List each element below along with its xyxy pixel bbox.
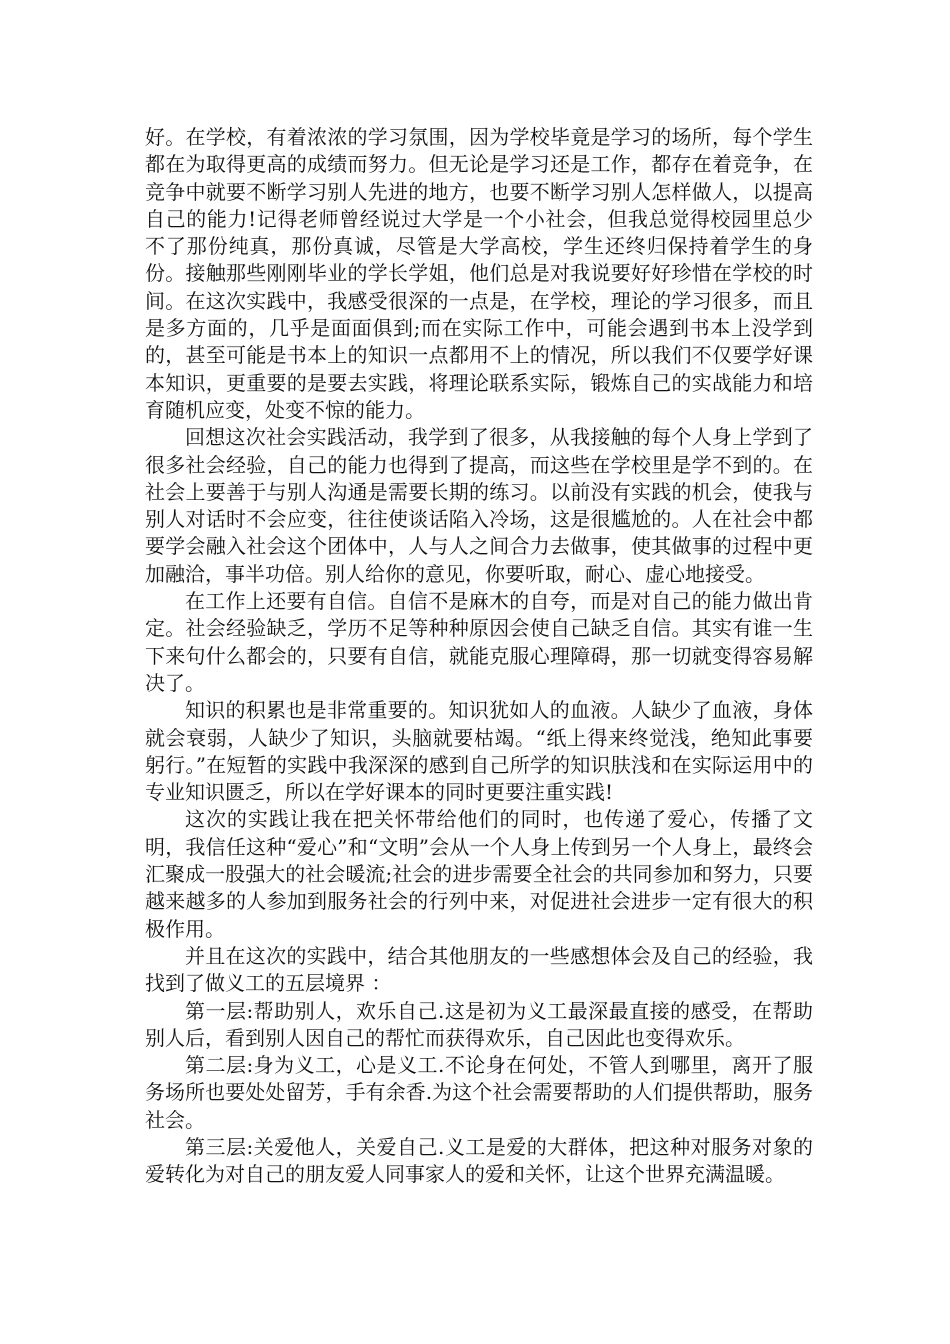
- paragraph-confidence: 在工作上还要有自信。自信不是麻木的自夸，而是对自己的能力做出肯定。社会经验缺乏，学历不足等种种原因会使自己缺乏自信。其实有谁一生下来句什么都会的，只要有自信，就能克服心理障碍，那一切就变得容易解决了。: [145, 589, 813, 695]
- paragraph-level-two: 第二层:身为义工，心是义工.不论身在何处，不管人到哪里，离开了服务场所也要处处留芳，手有余香.为这个社会需要帮助的人们提供帮助，服务社会。: [145, 1053, 813, 1132]
- paragraph-level-three: 第三层:关爱他人，关爱自己.义工是爱的大群体，把这种对服务对象的爱转化为对自己的朋友爱人同事家人的爱和关怀，让这个世界充满温暖。: [145, 1134, 813, 1187]
- paragraph-continuation: 好。在学校，有着浓浓的学习氛围，因为学校毕竟是学习的场所，每个学生都在为取得更高的成绩而努力。但无论是学习还是工作，都存在着竞争，在竞争中就要不断学习别人先进的地方，也要不断学习别人怎样做人，以提高自己的能力!记得老师曾经说过大学是一个小社会，但我总觉得校园里总少不了那份纯真，那份真诚，尽管是大学高校，学生还终归保持着学生的身份。接触那些刚刚毕业的学长学姐，他们总是对我说要好好珍惜在学校的时间。在这次实践中，我感受很深的一点是，在学校，理论的学习很多，而且是多方面的，几乎是面面俱到;而在实际工作中，可能会遇到书本上没学到的，甚至可能是书本上的知识一点都用不上的情况，所以我们不仅要学好课本知识，更重要的是要去实践，将理论联系实际，锻炼自己的实战能力和培育随机应变，处变不惊的能力。: [145, 125, 813, 422]
- paragraph-five-levels-intro: 并且在这次的实践中，结合其他朋友的一些感想体会及自己的经验，我找到了做义工的五层境界 ：: [145, 943, 813, 996]
- paragraph-caring: 这次的实践让我在把关怀带给他们的同时，也传递了爱心，传播了文明，我信任这种“爱心”和“文明”会从一个人身上传到另一个人身上，最终会汇聚成一股强大的社会暖流;社会的进步需要全社会的共同参加和努力，只要越来越多的人参加到服务社会的行列中来，对促进社会进步一定有很大的积极作用。: [145, 807, 813, 941]
- document-page: [145, 124, 813, 1189]
- paragraph-reflection: 回想这次社会实践活动，我学到了很多，从我接触的每个人身上学到了很多社会经验，自己的能力也得到了提高，而这些在学校里是学不到的。在社会上要善于与别人沟通是需要长期的练习。以前没有实践的机会，使我与别人对话时不会应变，往往使谈话陷入冷场，这是很尴尬的。人在社会中都要学会融入社会这个团体中，人与人之间合力去做事，使其做事的过程中更加融洽，事半功倍。别人给你的意见，你要听取，耐心、虚心地接受。: [145, 425, 813, 586]
- paragraph-level-one: 第一层:帮助别人，欢乐自己.这是初为义工最深最直接的感受，在帮助别人后，看到别人因自己的帮忙而获得欢乐，自己因此也变得欢乐。: [145, 998, 813, 1050]
- paragraph-knowledge: 知识的积累也是非常重要的。知识犹如人的血液。人缺少了血液，身体就会衰弱，人缺少了知识，头脑就要枯竭。“纸上得来终觉浅，绝知此事要躬行。”在短暂的实践中我深深的感到自己所学的知识肤浅和在实际运用中的专业知识匮乏，所以在学好课本的同时更要注重实践!: [145, 698, 813, 805]
